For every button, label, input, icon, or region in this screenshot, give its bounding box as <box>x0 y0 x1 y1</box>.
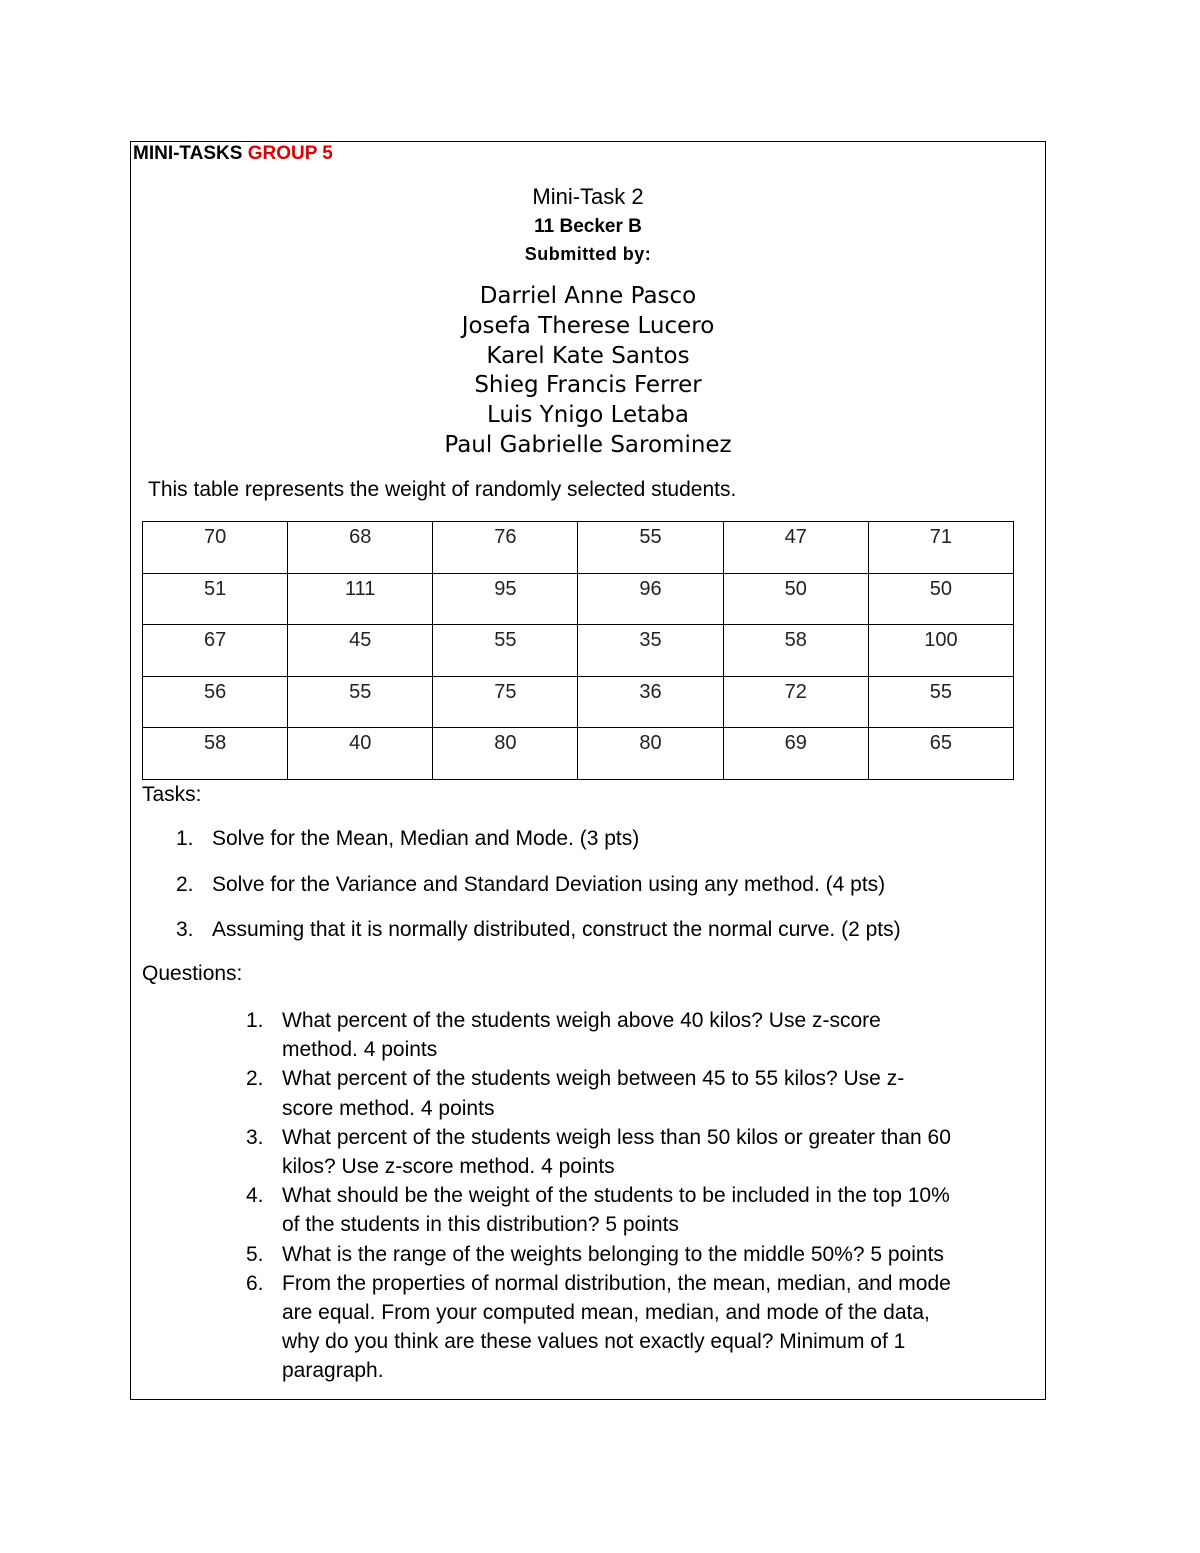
task-text: Assuming that it is normally distributed, construct the normal curve. (2 pts) <box>212 918 901 941</box>
header-line <box>133 143 333 165</box>
member-list <box>130 282 1046 461</box>
table-cell: 55 <box>433 625 578 677</box>
table-cell: 71 <box>868 522 1013 574</box>
intro-text: This table represents the weight of randomly selected students. <box>148 478 737 501</box>
table-cell: 50 <box>723 573 868 625</box>
table-cell: 70 <box>143 522 288 574</box>
member-name: Karel Kate Santos <box>486 342 690 369</box>
question-number: 4. <box>246 1184 264 1208</box>
table-row <box>143 676 1014 728</box>
submitted-by-label: Submitted by: <box>524 244 652 264</box>
question-item <box>246 1123 1036 1181</box>
table-cell: 96 <box>578 573 723 625</box>
question-number: 5. <box>246 1242 264 1266</box>
questions-label: Questions: <box>142 962 243 985</box>
tasks-label: Tasks: <box>142 783 202 806</box>
table-cell: 40 <box>288 728 433 780</box>
question-number: 3. <box>246 1125 264 1149</box>
member-name: Darriel Anne Pasco <box>479 283 697 309</box>
member-name: Shieg Francis Ferrer <box>474 372 702 399</box>
table-cell: 95 <box>433 573 578 625</box>
task-number: 1. <box>176 827 194 850</box>
table-cell: 58 <box>723 625 868 677</box>
question-item <box>246 1181 1036 1239</box>
table-cell: 65 <box>868 728 1013 780</box>
question-item <box>246 1064 1036 1122</box>
task-item <box>176 918 901 964</box>
question-line: kilos? Use z-score method. 4 points <box>282 1155 615 1179</box>
task-number: 2. <box>176 872 194 896</box>
question-line: What should be the weight of the students to be included in the top 10% <box>282 1184 950 1208</box>
member-name: Paul Gabrielle Sarominez <box>444 431 732 458</box>
table-cell: 55 <box>578 522 723 574</box>
table-cell: 56 <box>143 676 288 728</box>
table-cell: 58 <box>143 728 288 780</box>
question-line: method. 4 points <box>282 1038 438 1062</box>
question-item <box>246 1269 1036 1386</box>
table-cell: 36 <box>578 676 723 728</box>
table-row <box>143 625 1014 677</box>
table-cell: 111 <box>288 573 433 625</box>
question-line: are equal. From your computed mean, median, and mode of the data, <box>282 1301 930 1325</box>
table-cell: 80 <box>578 728 723 780</box>
table-cell: 72 <box>723 676 868 728</box>
table-cell: 50 <box>868 573 1013 625</box>
table-cell: 76 <box>433 522 578 574</box>
task-text: Solve for the Variance and Standard Deviation using any method. (4 pts) <box>212 872 886 896</box>
table-cell: 45 <box>288 625 433 677</box>
question-item <box>246 1240 1036 1269</box>
member-name: Josefa Therese Lucero <box>461 312 715 339</box>
table-cell: 69 <box>723 728 868 780</box>
header-group: GROUP 5 <box>247 143 333 164</box>
question-line: of the students in this distribution? 5 points <box>282 1213 679 1237</box>
table-cell: 80 <box>433 728 578 780</box>
table-cell: 55 <box>288 676 433 728</box>
table-row <box>143 522 1014 574</box>
question-line: paragraph. <box>282 1359 384 1383</box>
question-item <box>246 1006 1036 1064</box>
question-line: What is the range of the weights belonging to the middle 50%? 5 points <box>282 1242 944 1266</box>
table-cell: 51 <box>143 573 288 625</box>
table-cell: 55 <box>868 676 1013 728</box>
question-number: 1. <box>246 1009 264 1032</box>
question-line: From the properties of normal distribution, the mean, median, and mode <box>282 1271 951 1295</box>
class-name: 11 Becker B <box>534 216 642 237</box>
question-line: What percent of the students weigh between 45 to 55 kilos? Use z- <box>282 1067 905 1091</box>
task-number: 3. <box>176 918 194 941</box>
question-line: score method. 4 points <box>282 1096 495 1120</box>
table-cell: 75 <box>433 676 578 728</box>
weights-table <box>142 521 1014 780</box>
tasks-list <box>176 827 901 964</box>
table-row <box>143 573 1014 625</box>
task-item <box>176 827 901 873</box>
question-line: What percent of the students weigh above 40 kilos? Use z-score <box>282 1009 881 1032</box>
question-number: 6. <box>246 1271 264 1295</box>
questions-list <box>246 1006 1036 1386</box>
table-cell: 67 <box>143 625 288 677</box>
task-item <box>176 873 901 919</box>
question-number: 2. <box>246 1067 264 1091</box>
table-cell: 47 <box>723 522 868 574</box>
question-line: why do you think are these values not exactly equal? Minimum of 1 <box>282 1330 906 1354</box>
table-cell: 35 <box>578 625 723 677</box>
member-name: Luis Ynigo Letaba <box>486 402 690 429</box>
table-cell: 100 <box>868 625 1013 677</box>
question-line: What percent of the students weigh less than 50 kilos or greater than 60 <box>282 1125 951 1149</box>
task-title: Mini-Task 2 <box>532 184 644 209</box>
task-text: Solve for the Mean, Median and Mode. (3 pts) <box>212 827 640 850</box>
table-cell: 68 <box>288 522 433 574</box>
table-row <box>143 728 1014 780</box>
header-prefix: MINI-TASKS <box>133 143 248 164</box>
